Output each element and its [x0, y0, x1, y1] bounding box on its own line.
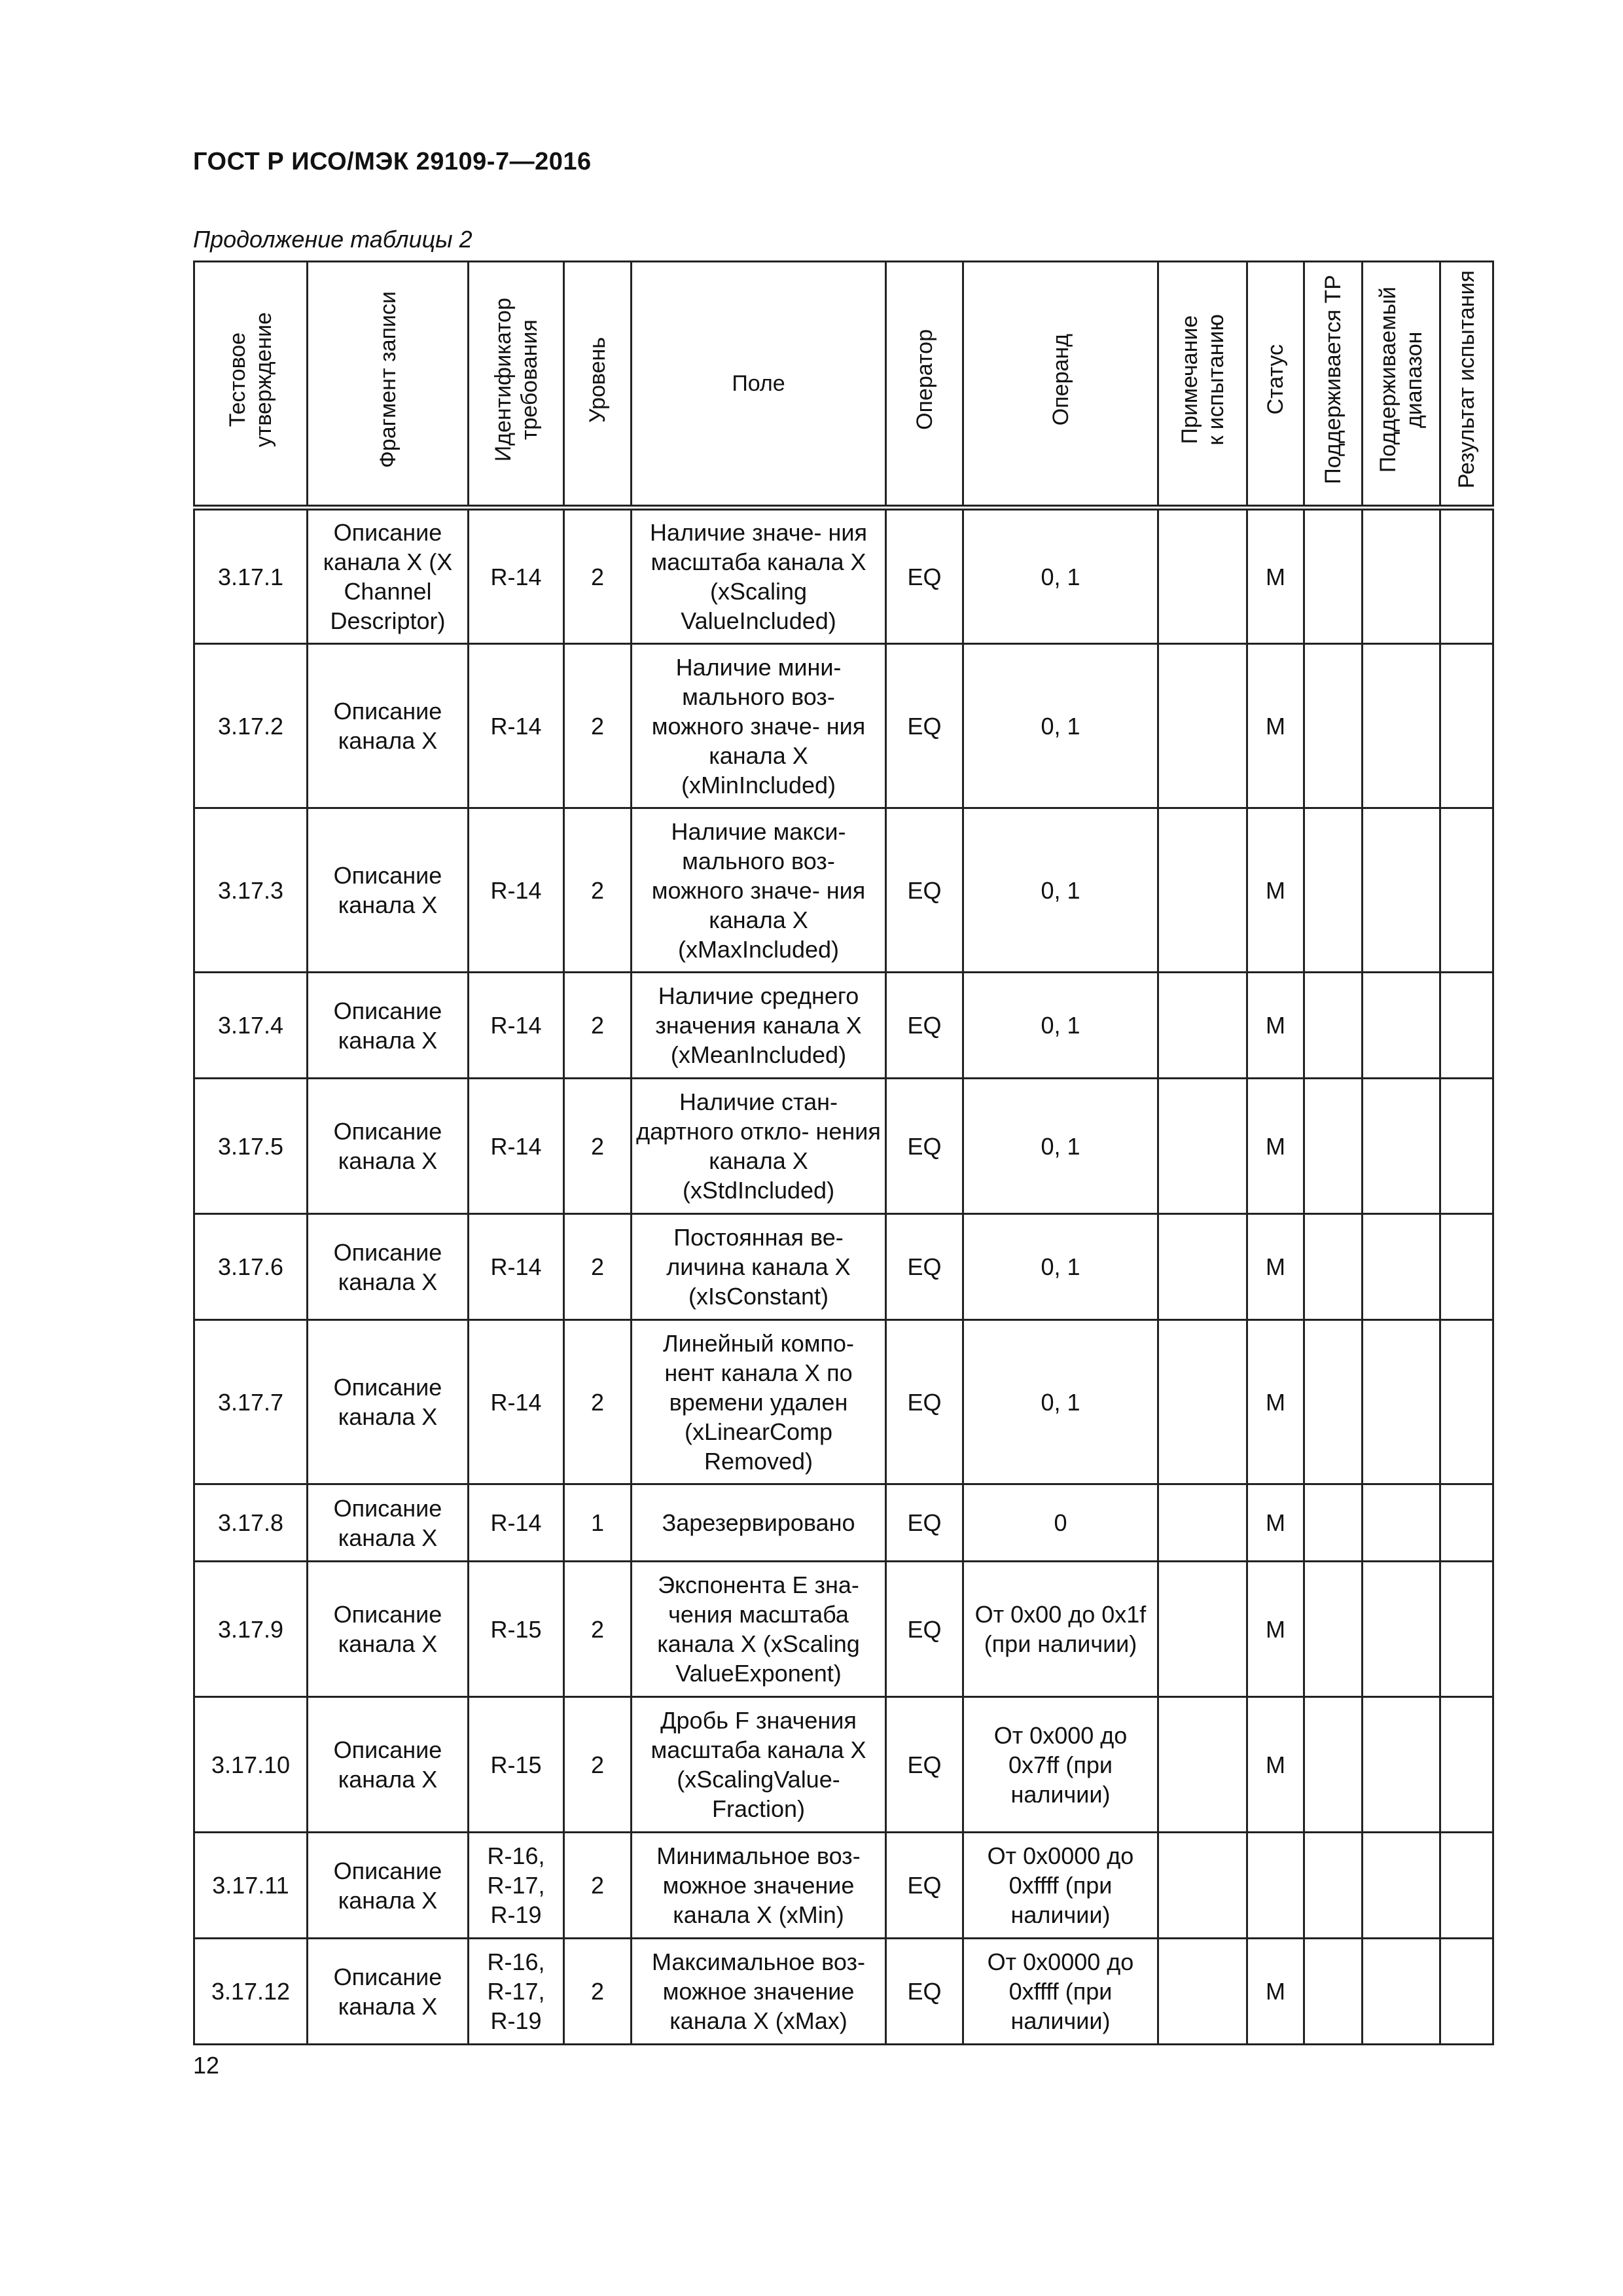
cell-fragment: Описание канала X	[308, 808, 469, 973]
cell-result	[1440, 1697, 1493, 1833]
cell-id: 3.17.6	[194, 1214, 308, 1320]
cell-field: Наличие значе- ния масштаба канала X (xScaling ValueIncluded)	[632, 508, 886, 644]
cell-tp	[1304, 508, 1363, 644]
cell-operand: 0, 1	[963, 1079, 1158, 1214]
table-header-row	[194, 262, 1493, 508]
cell-operand: От 0x000 до 0x7ff (при наличии)	[963, 1697, 1158, 1833]
cell-status	[1247, 1833, 1304, 1939]
cell-tp	[1304, 1079, 1363, 1214]
cell-id: 3.17.3	[194, 808, 308, 973]
cell-operator: EQ	[886, 508, 963, 644]
cell-note	[1158, 1320, 1247, 1484]
table-row	[194, 1697, 1493, 1833]
header-label: Поле	[732, 370, 785, 396]
cell-field: Наличие стан- дартного откло- нения канала X (xStdIncluded)	[632, 1079, 886, 1214]
cell-note	[1158, 644, 1247, 808]
cell-note	[1158, 1484, 1247, 1562]
header-label: Поддерживаемый диапазон	[1376, 286, 1427, 473]
header-label: Примечание к испытанию	[1177, 314, 1228, 446]
cell-note	[1158, 973, 1247, 1079]
cell-id: 3.17.8	[194, 1484, 308, 1562]
table-row	[194, 1320, 1493, 1484]
cell-operator: EQ	[886, 1079, 963, 1214]
cell-result	[1440, 1484, 1493, 1562]
cell-result	[1440, 1833, 1493, 1939]
cell-field: Постоянная ве- личина канала X (xIsConstant)	[632, 1214, 886, 1320]
cell-fragment: Описание канала X	[308, 1214, 469, 1320]
cell-note	[1158, 1079, 1247, 1214]
cell-tp	[1304, 808, 1363, 973]
cell-operator: EQ	[886, 1320, 963, 1484]
cell-tp	[1304, 1484, 1363, 1562]
cell-req: R-14	[469, 973, 564, 1079]
header-requirement-id	[469, 262, 564, 508]
cell-operator: EQ	[886, 1562, 963, 1697]
table-caption: Продолжение таблицы 2	[193, 226, 473, 253]
cell-operand: 0, 1	[963, 1320, 1158, 1484]
cell-req: R-16, R-17, R-19	[469, 1833, 564, 1939]
header-operator	[886, 262, 963, 508]
cell-fragment: Описание канала X	[308, 1320, 469, 1484]
cell-req: R-16, R-17, R-19	[469, 1939, 564, 2045]
cell-req: R-14	[469, 808, 564, 973]
cell-status: M	[1247, 1214, 1304, 1320]
cell-result	[1440, 1562, 1493, 1697]
cell-operator: EQ	[886, 1697, 963, 1833]
header-operand	[963, 262, 1158, 508]
cell-id: 3.17.11	[194, 1833, 308, 1939]
header-label: Операнд	[1048, 333, 1073, 426]
cell-operand: 0, 1	[963, 508, 1158, 644]
cell-level: 2	[564, 1939, 632, 2045]
table-row	[194, 1833, 1493, 1939]
cell-range	[1363, 1079, 1440, 1214]
page-number: 12	[193, 2052, 220, 2079]
cell-tp	[1304, 1697, 1363, 1833]
header-test-statement	[194, 262, 308, 508]
cell-field: Наличие макси- мального воз- можного значе- ния канала X (xMaxIncluded)	[632, 808, 886, 973]
cell-note	[1158, 1697, 1247, 1833]
header-label: Тестовое утверждение	[225, 312, 276, 448]
cell-range	[1363, 973, 1440, 1079]
header-label: Идентификатор требования	[490, 297, 542, 462]
cell-field: Дробь F значения масштаба канала X (xScalingValue- Fraction)	[632, 1697, 886, 1833]
cell-id: 3.17.2	[194, 644, 308, 808]
cell-operand: От 0x0000 до 0xffff (при наличии)	[963, 1833, 1158, 1939]
cell-result	[1440, 508, 1493, 644]
header-field	[632, 262, 886, 508]
cell-operand: 0, 1	[963, 1214, 1158, 1320]
cell-field: Минимальное воз- можное значение канала X (xMin)	[632, 1833, 886, 1939]
cell-operator: EQ	[886, 1484, 963, 1562]
cell-operand: От 0x0000 до 0xffff (при наличии)	[963, 1939, 1158, 2045]
cell-level: 2	[564, 644, 632, 808]
cell-operand: 0	[963, 1484, 1158, 1562]
cell-operand: 0, 1	[963, 808, 1158, 973]
cell-fragment: Описание канала X	[308, 1939, 469, 2045]
table-row	[194, 973, 1493, 1079]
table-row	[194, 1079, 1493, 1214]
cell-status: M	[1247, 1697, 1304, 1833]
table-row	[194, 644, 1493, 808]
cell-fragment: Описание канала X	[308, 1833, 469, 1939]
cell-field: Наличие среднего значения канала X (xMeanIncluded)	[632, 973, 886, 1079]
table-row	[194, 1562, 1493, 1697]
cell-req: R-14	[469, 1320, 564, 1484]
header-test-result	[1440, 262, 1493, 508]
header-label: Уровень	[585, 336, 610, 423]
header-test-note	[1158, 262, 1247, 508]
cell-level: 2	[564, 1079, 632, 1214]
cell-fragment: Описание канала X	[308, 1697, 469, 1833]
cell-level: 2	[564, 1562, 632, 1697]
cell-note	[1158, 508, 1247, 644]
cell-result	[1440, 973, 1493, 1079]
cell-status: M	[1247, 1562, 1304, 1697]
cell-range	[1363, 1939, 1440, 2045]
document-header: ГОСТ Р ИСО/МЭК 29109-7—2016	[193, 148, 592, 175]
cell-req: R-14	[469, 1079, 564, 1214]
header-tp-supported	[1304, 262, 1363, 508]
cell-req: R-15	[469, 1562, 564, 1697]
cell-operator: EQ	[886, 1833, 963, 1939]
cell-id: 3.17.4	[194, 973, 308, 1079]
cell-operand: 0, 1	[963, 644, 1158, 808]
cell-req: R-14	[469, 508, 564, 644]
cell-operator: EQ	[886, 808, 963, 973]
cell-status: M	[1247, 1939, 1304, 2045]
cell-status: M	[1247, 1079, 1304, 1214]
cell-level: 2	[564, 1214, 632, 1320]
cell-id: 3.17.5	[194, 1079, 308, 1214]
cell-req: R-15	[469, 1697, 564, 1833]
cell-range	[1363, 1484, 1440, 1562]
cell-status: M	[1247, 973, 1304, 1079]
cell-result	[1440, 1214, 1493, 1320]
cell-range	[1363, 644, 1440, 808]
cell-level: 2	[564, 808, 632, 973]
cell-range	[1363, 508, 1440, 644]
table-row	[194, 808, 1493, 973]
cell-req: R-14	[469, 644, 564, 808]
header-supported-range	[1363, 262, 1440, 508]
cell-operand: 0, 1	[963, 973, 1158, 1079]
cell-fragment: Описание канала X	[308, 1484, 469, 1562]
cell-tp	[1304, 973, 1363, 1079]
cell-result	[1440, 1939, 1493, 2045]
cell-level: 2	[564, 508, 632, 644]
cell-id: 3.17.7	[194, 1320, 308, 1484]
cell-fragment: Описание канала X	[308, 1562, 469, 1697]
cell-field: Линейный компо- нент канала X по времени удален (xLinearComp Removed)	[632, 1320, 886, 1484]
cell-status: M	[1247, 644, 1304, 808]
cell-level: 2	[564, 1320, 632, 1484]
header-label: Результат испытания	[1454, 270, 1479, 489]
cell-result	[1440, 1079, 1493, 1214]
cell-operator: EQ	[886, 973, 963, 1079]
cell-status: M	[1247, 1320, 1304, 1484]
table-row	[194, 508, 1493, 644]
cell-result	[1440, 1320, 1493, 1484]
cell-id: 3.17.9	[194, 1562, 308, 1697]
cell-field: Экспонента E зна- чения масштаба канала X (xScaling ValueExponent)	[632, 1562, 886, 1697]
cell-fragment: Описание канала X	[308, 973, 469, 1079]
cell-range	[1363, 1320, 1440, 1484]
cell-result	[1440, 808, 1493, 973]
header-label: Фрагмент записи	[375, 291, 401, 469]
cell-tp	[1304, 1320, 1363, 1484]
header-record-fragment	[308, 262, 469, 508]
cell-note	[1158, 1214, 1247, 1320]
cell-fragment: Описание канала X (X Channel Descriptor)	[308, 508, 469, 644]
cell-field: Наличие мини- мального воз- можного значе- ния канала X (xMinIncluded)	[632, 644, 886, 808]
cell-note	[1158, 1833, 1247, 1939]
cell-req: R-14	[469, 1214, 564, 1320]
cell-level: 1	[564, 1484, 632, 1562]
cell-tp	[1304, 644, 1363, 808]
cell-level: 2	[564, 973, 632, 1079]
cell-operator: EQ	[886, 1939, 963, 2045]
cell-range	[1363, 1697, 1440, 1833]
cell-level: 2	[564, 1697, 632, 1833]
cell-range	[1363, 808, 1440, 973]
cell-status: M	[1247, 508, 1304, 644]
table-row	[194, 1939, 1493, 2045]
header-label: Оператор	[912, 329, 937, 430]
cell-result	[1440, 644, 1493, 808]
cell-note	[1158, 1939, 1247, 2045]
cell-id: 3.17.10	[194, 1697, 308, 1833]
cell-operand: От 0x00 до 0x1f (при наличии)	[963, 1562, 1158, 1697]
cell-operator: EQ	[886, 1214, 963, 1320]
cell-note	[1158, 1562, 1247, 1697]
cell-id: 3.17.1	[194, 508, 308, 644]
cell-note	[1158, 808, 1247, 973]
cell-tp	[1304, 1214, 1363, 1320]
cell-tp	[1304, 1833, 1363, 1939]
cell-status: M	[1247, 808, 1304, 973]
header-status	[1247, 262, 1304, 508]
header-label: Поддерживается ТР	[1321, 275, 1346, 484]
cell-tp	[1304, 1939, 1363, 2045]
cell-tp	[1304, 1562, 1363, 1697]
header-label: Статус	[1263, 344, 1288, 415]
cell-field: Зарезервировано	[632, 1484, 886, 1562]
cell-field: Максимальное воз- можное значение канала X (xMax)	[632, 1939, 886, 2045]
cell-range	[1363, 1833, 1440, 1939]
header-level	[564, 262, 632, 508]
table-row	[194, 1214, 1493, 1320]
cell-operator: EQ	[886, 644, 963, 808]
requirements-table	[193, 260, 1494, 2045]
cell-range	[1363, 1214, 1440, 1320]
cell-range	[1363, 1562, 1440, 1697]
cell-req: R-14	[469, 1484, 564, 1562]
cell-fragment: Описание канала X	[308, 1079, 469, 1214]
table-row	[194, 1484, 1493, 1562]
cell-id: 3.17.12	[194, 1939, 308, 2045]
cell-fragment: Описание канала X	[308, 644, 469, 808]
cell-status: M	[1247, 1484, 1304, 1562]
cell-level: 2	[564, 1833, 632, 1939]
